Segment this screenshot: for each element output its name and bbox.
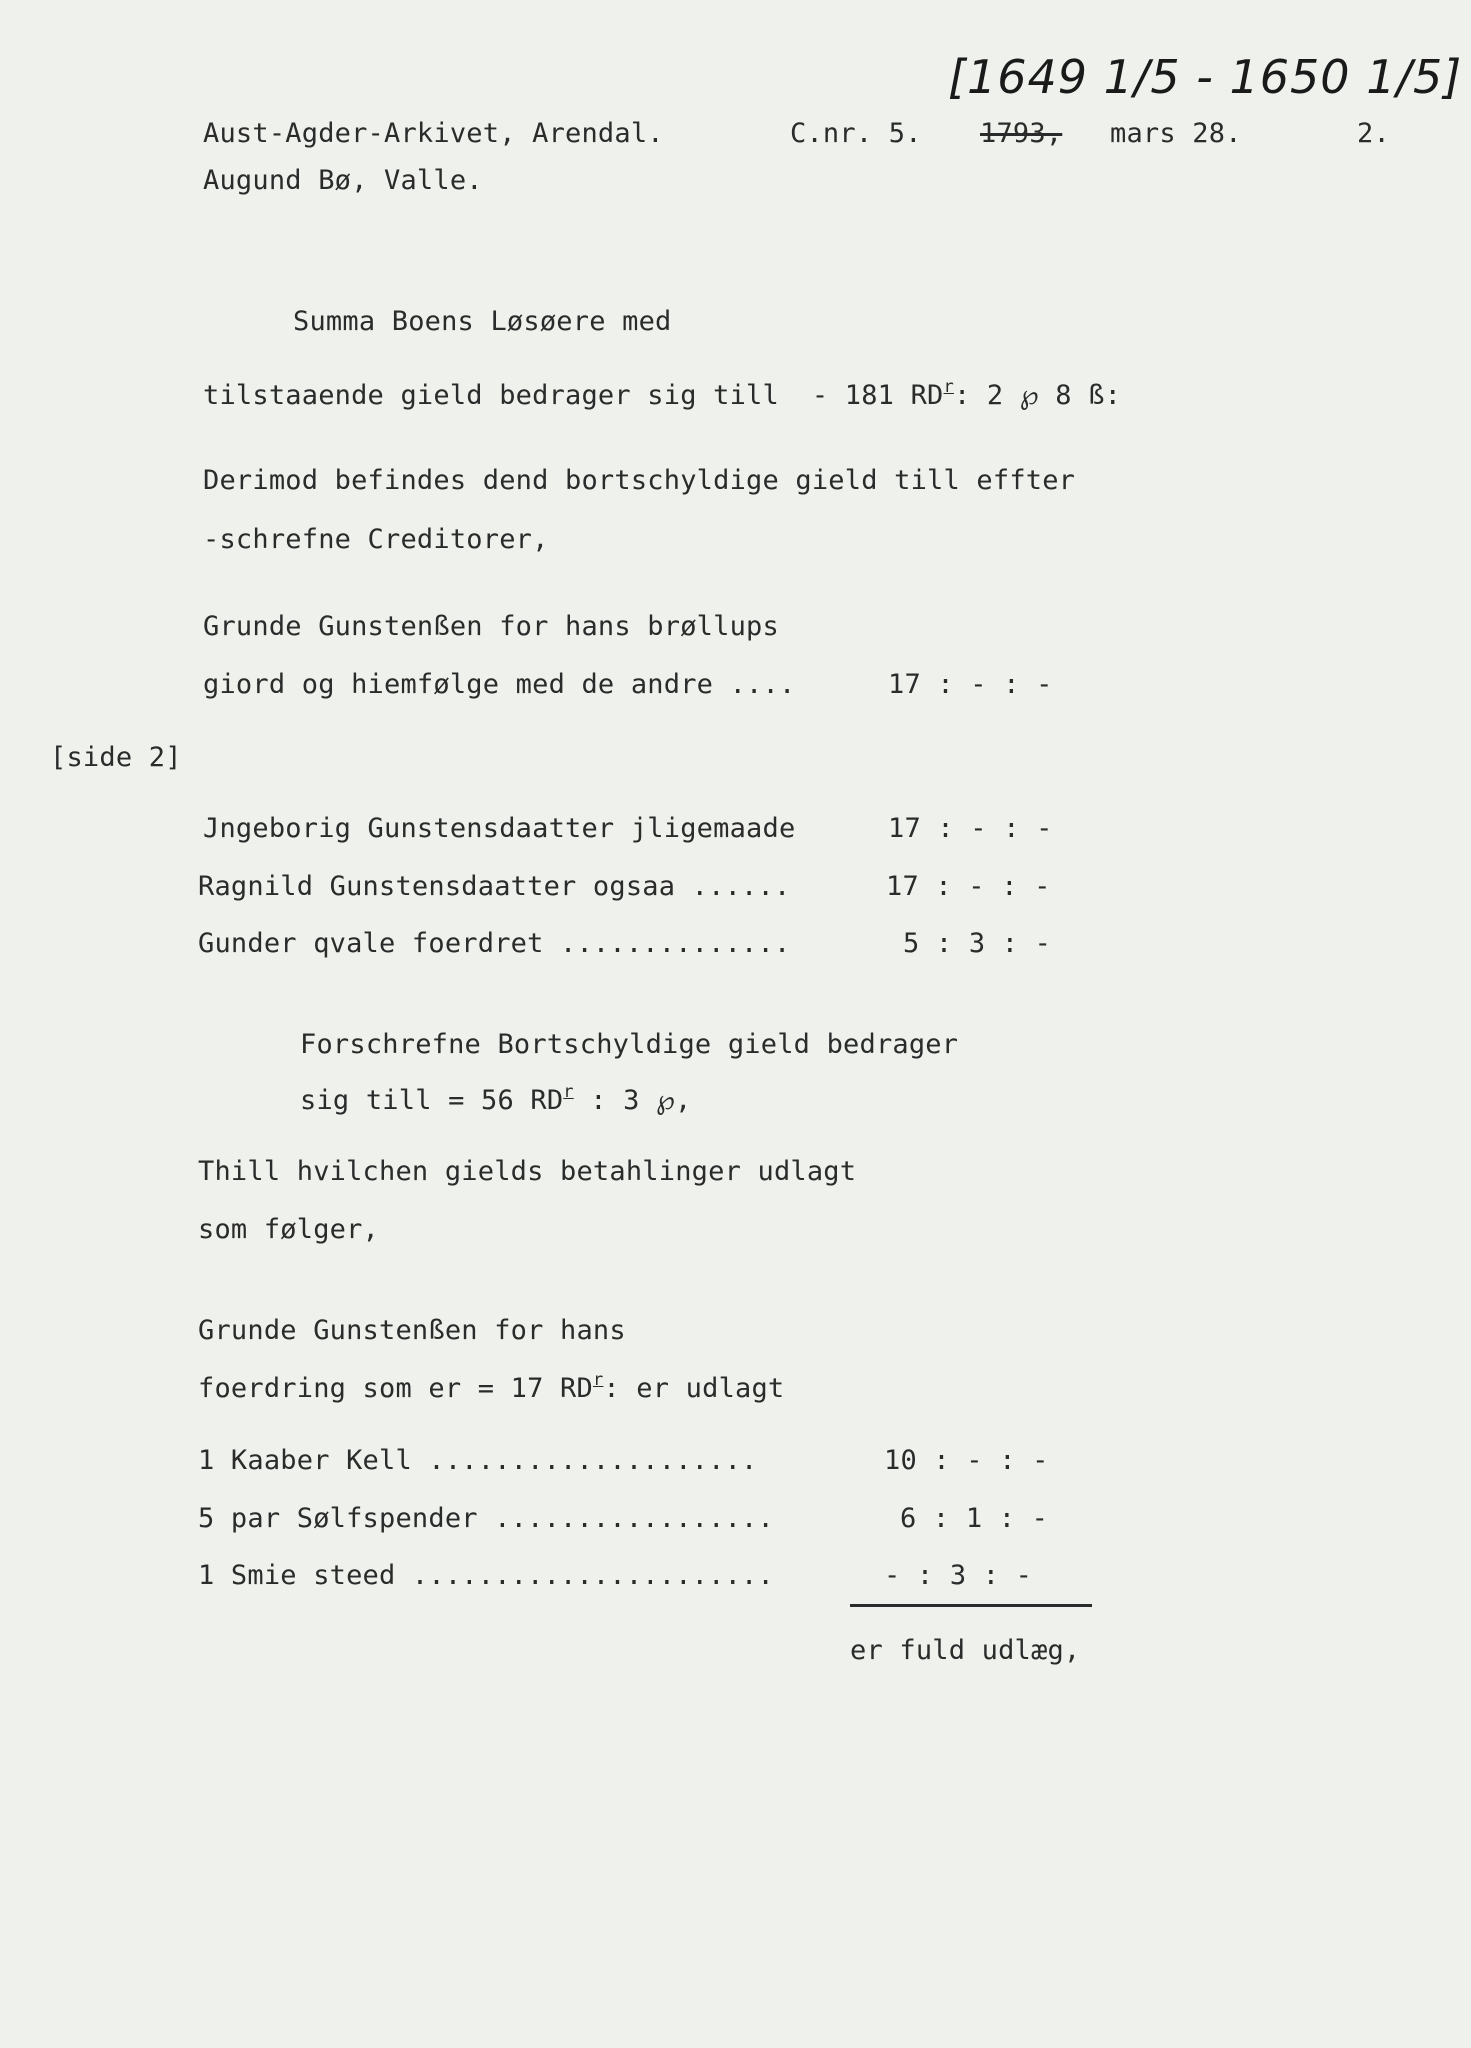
closing-line: er fuld udlæg, bbox=[850, 1635, 1081, 1666]
total-line-2: sig till = 56 $RD^r$ : 3 ℘, bbox=[300, 1082, 692, 1116]
grunde-line-2: foerdring som er = 17 $RD^r$: er udlagt bbox=[198, 1370, 785, 1404]
item-name: 1 Smie steed ...................... bbox=[198, 1560, 774, 1591]
item-amount: 10 : - : - bbox=[884, 1445, 1049, 1476]
item-amount: 6 : 1 : - bbox=[900, 1503, 1049, 1534]
handwritten-reference: [1649 1/5 - 1650 1/5] bbox=[948, 50, 1463, 104]
intro-line-1: Summa Boens Løsøere med bbox=[293, 306, 672, 337]
document-date: mars 28. bbox=[1110, 118, 1242, 149]
sum-rule bbox=[850, 1604, 1092, 1607]
person-name: Augund Bø, Valle. bbox=[203, 165, 483, 196]
payment-intro-line-2: som følger, bbox=[198, 1214, 380, 1245]
grunde-line-1: Grunde Gunstenßen for hans bbox=[198, 1315, 626, 1346]
page-number: 2. bbox=[1357, 118, 1390, 149]
payment-intro-line-1: Thill hvilchen gields betahlinger udlagt bbox=[198, 1156, 857, 1187]
archive-name: Aust-Agder-Arkivet, Arendal. bbox=[203, 118, 664, 149]
item-name: 5 par Sølfspender ................. bbox=[198, 1503, 774, 1534]
first-creditor-line-1: Grunde Gunstenßen for hans brøllups bbox=[203, 611, 779, 642]
debts-intro-line-2: -schrefne Creditorer, bbox=[203, 524, 549, 555]
intro-line-2: tilstaaende gield bedrager sig till - 181 $RD^r$: 2 ℘ 8 ß: bbox=[203, 377, 1122, 411]
item-amount: - : 3 : - bbox=[884, 1560, 1033, 1591]
debts-intro-line-1: Derimod befindes dend bortschyldige gield till effter bbox=[203, 465, 1076, 496]
item-name: 1 Kaaber Kell .................... bbox=[198, 1445, 758, 1476]
total-line-1: Forschrefne Bortschyldige gield bedrager bbox=[300, 1029, 959, 1060]
first-creditor-line-2: giord og hiemfølge med de andre .... bbox=[203, 669, 796, 700]
creditor-amount: 17 : - : - bbox=[886, 871, 1051, 902]
first-creditor-amount: 17 : - : - bbox=[888, 669, 1053, 700]
struck-year: 1793, bbox=[980, 118, 1063, 149]
creditor-amount: 5 : 3 : - bbox=[903, 928, 1052, 959]
page-marker: [side 2] bbox=[50, 742, 182, 773]
creditor-name: Ragnild Gunstensdaatter ogsaa ...... bbox=[198, 871, 791, 902]
creditor-name: Jngeborig Gunstensdaatter jligemaade bbox=[203, 813, 796, 844]
case-number: C.nr. 5. bbox=[790, 118, 922, 149]
creditor-amount: 17 : - : - bbox=[888, 813, 1053, 844]
creditor-name: Gunder qvale foerdret .............. bbox=[198, 928, 791, 959]
